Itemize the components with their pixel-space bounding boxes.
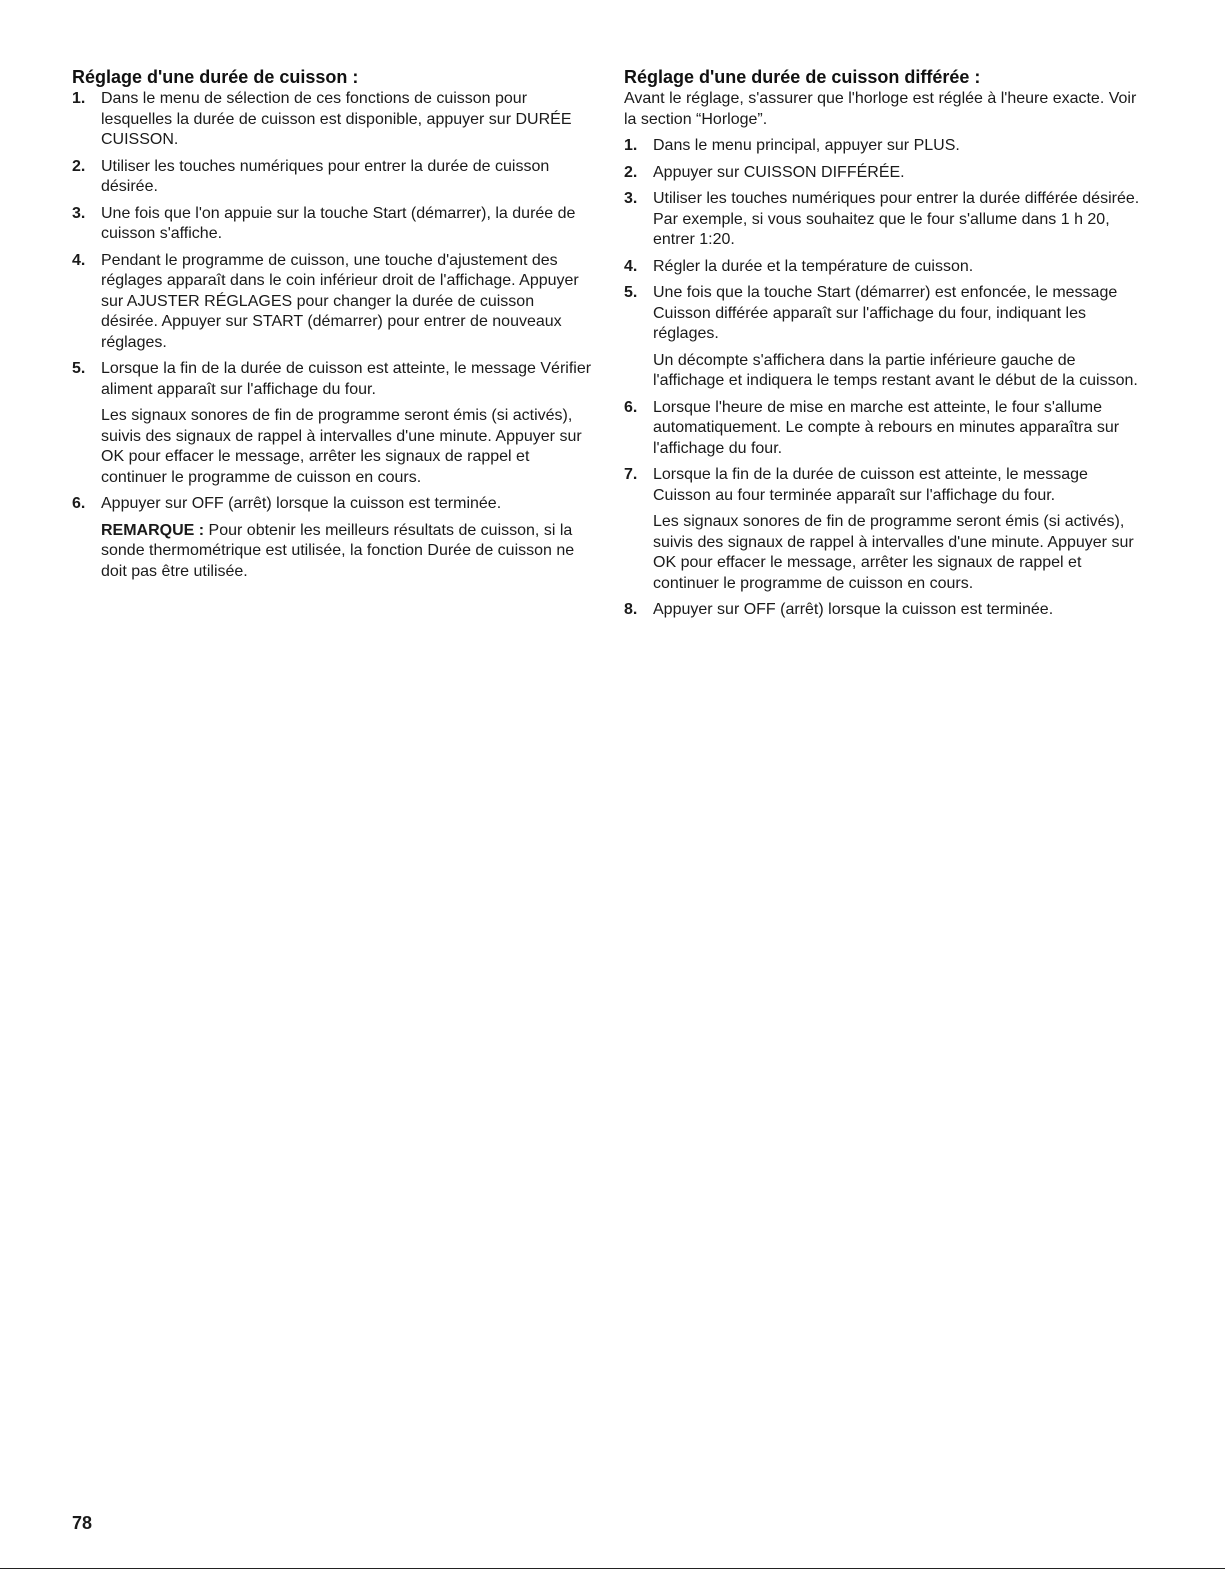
intro-text: Avant le réglage, s'assurer que l'horloge est réglée à l'heure exacte. Voir la section “Horloge”.: [624, 90, 1137, 128]
list-item: [72, 204, 592, 245]
step-number: 6.: [624, 398, 638, 416]
note-label: REMARQUE :: [101, 521, 205, 539]
cook-time-steps: [72, 89, 592, 582]
step-text: Appuyer sur OFF (arrêt) lorsque la cuisson est terminée.: [653, 601, 1054, 618]
step-number: 6.: [72, 495, 86, 512]
step-text: Une fois que la touche Start (démarrer) est enfoncée, le message Cuisson différée apparaît sur l'affichage du four, indiquant les réglages.: [653, 284, 1118, 342]
list-item: [624, 257, 1144, 278]
step-text: Utiliser les touches numériques pour entrer la durée de cuisson désirée.: [101, 157, 550, 195]
list-item: [72, 89, 592, 151]
step-text: Appuyer sur CUISSON DIFFÉRÉE.: [653, 163, 905, 181]
section-title-cook-time: Réglage d'une durée de cuisson :: [72, 67, 359, 87]
list-item: [72, 494, 592, 582]
step-number: 4.: [624, 257, 638, 275]
list-item: [72, 359, 592, 488]
list-item: [72, 251, 592, 354]
step-text: Lorsque l'heure de mise en marche est atteinte, le four s'allume automatiquement. Le compte à rebours en minutes apparaîtra sur l'affichage du four.: [653, 398, 1120, 457]
step-number: 5.: [624, 284, 638, 301]
step-number: 3.: [624, 190, 638, 207]
step-text: Lorsque la fin de la durée de cuisson est atteinte, le message Vérifier aliment apparaît sur l'affichage du four.: [101, 360, 592, 398]
step-subparagraph: Les signaux sonores de fin de programme seront émis (si activés), suivis des signaux de rappel à intervalles d'une minute. Appuyer sur OK pour effacer le message, arrêter les signaux de rappel et continuer le programme de cuisson en cours.: [653, 513, 1134, 592]
list-item: [624, 465, 1144, 594]
list-item: [624, 163, 1144, 184]
step-text: Appuyer sur OFF (arrêt) lorsque la cuisson est terminée.: [101, 495, 502, 512]
left-column: [72, 66, 592, 588]
list-item: [72, 157, 592, 198]
step-number: 8.: [624, 601, 638, 618]
step-number: 1.: [72, 90, 86, 107]
step-number: 2.: [72, 157, 86, 175]
list-item: [624, 136, 1144, 157]
step-number: 1.: [624, 137, 638, 154]
note-text: Pour obtenir les meilleurs résultats de cuisson, si la sonde thermométrique est utilisée, la fonction Durée de cuisson ne doit pas être utilisée.: [101, 521, 575, 580]
step-number: 7.: [624, 466, 638, 483]
right-column: [624, 66, 1144, 627]
list-item: [624, 600, 1144, 621]
step-text: Lorsque la fin de la durée de cuisson est atteinte, le message Cuisson au four terminée apparaît sur l'affichage du four.: [653, 466, 1088, 504]
note-paragraph: [101, 521, 592, 583]
bottom-rule: [0, 1568, 1225, 1569]
step-text: Pendant le programme de cuisson, une touche d'ajustement des réglages apparaît dans le coin inférieur droit de l'affichage. Appuyer sur AJUSTER RÉGLAGES pour changer la durée de cuisson désirée. Appuyer sur START (démarrer) pour entrer de nouveaux réglages.: [101, 251, 579, 351]
step-subparagraph: Un décompte s'affichera dans la partie inférieure gauche de l'affichage et indiquera le temps restant avant le début de la cuisson.: [653, 351, 1138, 389]
list-item: [624, 398, 1144, 460]
page-number: 78: [72, 1513, 93, 1533]
step-text: Régler la durée et la température de cuisson.: [653, 257, 974, 275]
step-number: 4.: [72, 251, 86, 269]
step-subparagraph: Les signaux sonores de fin de programme seront émis (si activés), suivis des signaux de rappel à intervalles d'une minute. Appuyer sur OK pour effacer le message, arrêter les signaux de rappel et continuer le programme de cuisson en cours.: [101, 407, 582, 486]
step-text: Utiliser les touches numériques pour entrer la durée différée désirée. Par exemple, si vous souhaitez que le four s'allume dans 1 h 20, entrer 1:20.: [653, 190, 1140, 248]
list-item: [624, 283, 1144, 392]
step-text: Dans le menu principal, appuyer sur PLUS.: [653, 137, 960, 154]
delayed-cook-steps: [624, 136, 1144, 621]
step-text: Une fois que l'on appuie sur la touche Start (démarrer), la durée de cuisson s'affiche.: [101, 204, 576, 242]
list-item: [624, 189, 1144, 251]
step-text: Dans le menu de sélection de ces fonctions de cuisson pour lesquelles la durée de cuisson est disponible, appuyer sur DURÉE CUISSON.: [101, 90, 572, 148]
step-number: 3.: [72, 204, 86, 222]
step-number: 5.: [72, 360, 86, 377]
step-number: 2.: [624, 163, 638, 181]
section-title-delayed-cook: Réglage d'une durée de cuisson différée :: [624, 67, 981, 87]
